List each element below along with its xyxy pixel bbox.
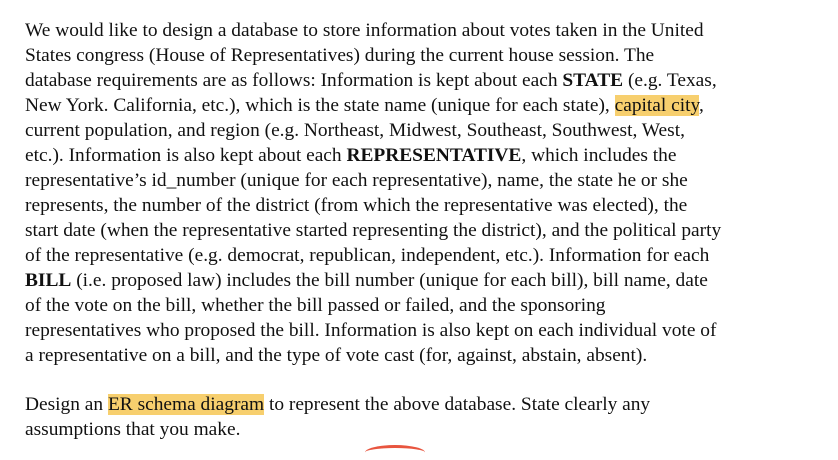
text-line xyxy=(25,268,825,293)
task-paragraph xyxy=(25,392,825,442)
text-line xyxy=(25,143,825,168)
text-line: States congress (House of Representatives) during the current house session. The xyxy=(25,45,655,66)
text-line: start date (when the representative started representing the district), and the political party xyxy=(25,220,722,241)
text-line: representative’s id_number (unique for each representative), name, the state he or she xyxy=(25,170,688,191)
text-segment: (e.g. Texas, xyxy=(623,70,717,91)
text-segment: Design an xyxy=(25,394,108,415)
entity-keyword-bill: BILL xyxy=(25,270,72,291)
highlight-capital-city: capital city xyxy=(614,95,699,116)
text-line: of the representative (e.g. democrat, republican, independent, etc.). Information for each xyxy=(25,245,710,266)
entity-keyword-state: STATE xyxy=(562,70,624,91)
text-segment: to represent the above database. State clearly any xyxy=(264,394,651,415)
text-segment: (i.e. proposed law) includes the bill number (unique for each bill), bill name, date xyxy=(71,270,708,291)
text-line xyxy=(25,93,825,118)
problem-description-paragraph xyxy=(25,18,825,368)
text-line xyxy=(25,392,825,417)
text-segment: , xyxy=(698,95,704,116)
text-segment: , which includes the xyxy=(521,145,677,166)
paragraph-spacer xyxy=(25,368,825,392)
text-line: a representative on a bill, and the type of vote cast (for, against, abstain, absent). xyxy=(25,345,648,366)
highlight-er-schema-diagram: ER schema diagram xyxy=(107,394,265,415)
text-line: of the vote on the bill, whether the bill passed or failed, and the sponsoring xyxy=(25,295,606,316)
text-line: represents, the number of the district (from which the representative was elected), the xyxy=(25,195,688,216)
text-line: current population, and region (e.g. Northeast, Midwest, Southeast, Southwest, West, xyxy=(25,120,685,141)
text-line: assumptions that you make. xyxy=(25,419,241,440)
text-line: representatives who proposed the bill. Information is also kept on each individual vote of xyxy=(25,320,717,341)
text-segment: database requirements are as follows: Information is kept about each xyxy=(25,70,563,91)
text-segment: etc.). Information is also kept about each xyxy=(25,145,347,166)
text-line xyxy=(25,68,825,93)
entity-keyword-representative: REPRESENTATIVE xyxy=(346,145,522,166)
red-annotation-mark xyxy=(365,445,425,460)
text-line: We would like to design a database to store information about votes taken in the United xyxy=(25,20,704,41)
document-body xyxy=(25,18,825,442)
text-segment: New York. California, etc.), which is the state name (unique for each state), xyxy=(25,95,615,116)
